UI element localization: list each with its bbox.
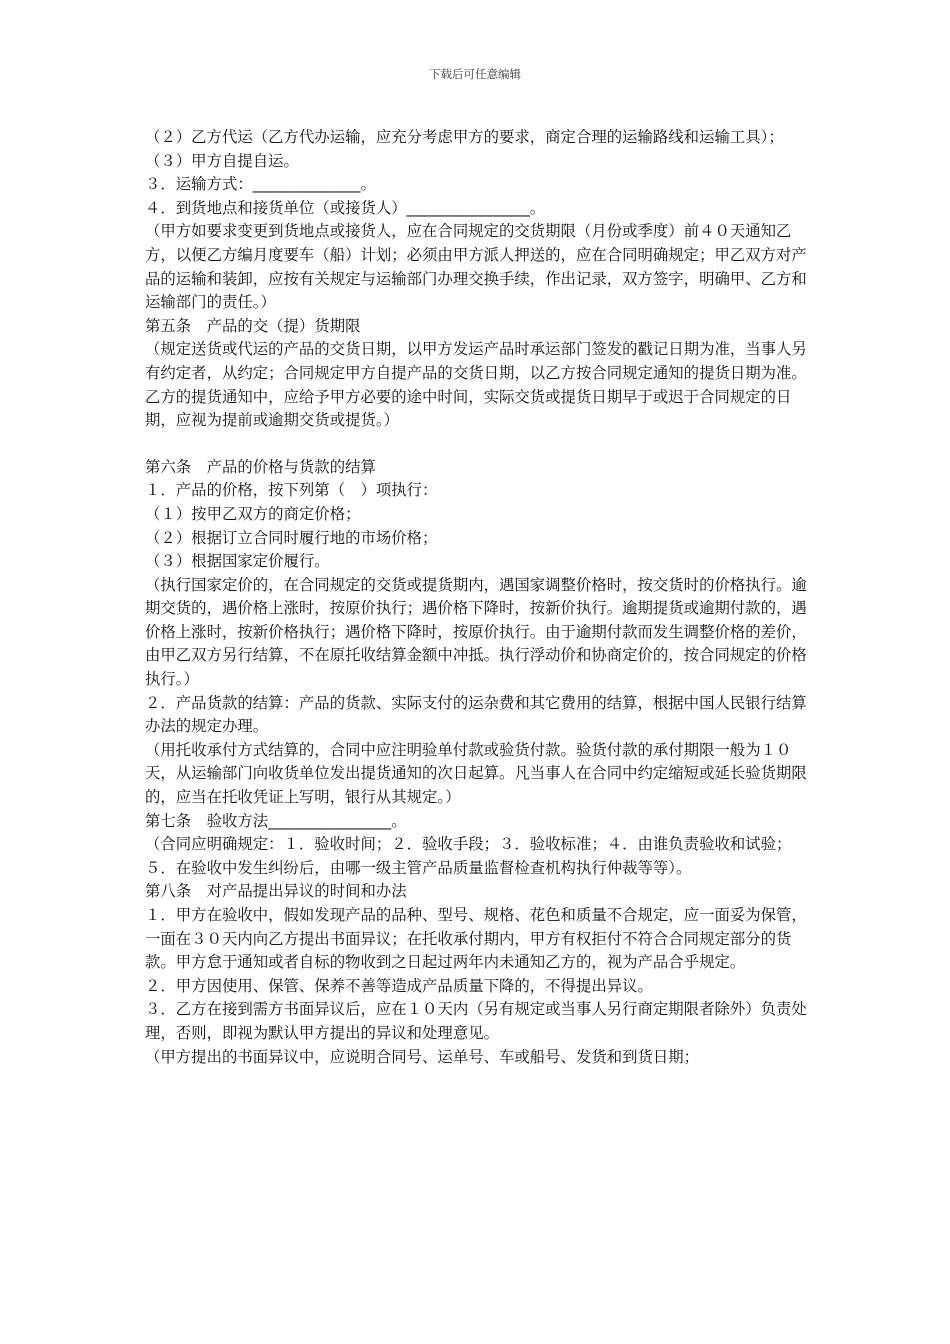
paragraph: （甲方如要求变更到货地点或接货人，应在合同规定的交货期限（月份或季度）前４０天通知乙方，以便乙方编月度要车（船）计划；必须由甲方派人押送的，应在合同明确规定；甲乙双方对产品的运输和装卸，应按有关规定与运输部门办理交换手续，作出记录，双方签字，明确甲、乙方和运输部门的责任。） — [145, 222, 807, 312]
paragraph: （３）根据国家定价履行。 — [145, 552, 330, 571]
paragraph: （合同应明确规定：１．验收时间；２．验收手段；３．验收标准；４．由谁负责验收和试验；５．在验收中发生纠纷后，由哪一级主管产品质量监督检查机构执行仲裁等等）。 — [145, 835, 792, 877]
paragraph: （用托收承付方式结算的，合同中应注明验单付款或验货付款。验货付款的承付期限一般为１０天，从运输部门向收货单位发出提货通知的次日起算。凡当事人在合同中约定缩短或延长验货期限的，应当在托收凭证上写明，银行从其规定。） — [145, 740, 807, 807]
paragraph: ４．到货地点和接货单位（或接货人）________________。 — [145, 198, 546, 217]
section-heading: 第七条 验收方法________________。 — [145, 811, 407, 830]
paragraph: （１）按甲乙双方的商定价格； — [145, 504, 361, 523]
paragraph: （２）根据订立合同时履行地的市场价格； — [145, 528, 438, 547]
paragraph: ３．运输方式：______________。 — [145, 175, 376, 194]
paragraph: １．产品的价格，按下列第（ ）项执行： — [145, 481, 438, 500]
paragraph: ２．产品货款的结算：产品的货款、实际支付的运杂费和其它费用的结算，根据中国人民银行结算办法的规定办理。 — [145, 693, 807, 736]
paragraph: （２）乙方代运（乙方代办运输，应充分考虑甲方的要求，商定合理的运输路线和运输工具）； — [145, 128, 784, 146]
paragraph: （规定送货或代运的产品的交货日期，以甲方发运产品时承运部门签发的戳记日期为准，当事人另有约定者，从约定；合同规定甲方自提产品的交货日期，以乙方按合同规定通知的提货日期为准。乙方的提货通知中，应给予甲方必要的途中时间，实际交货或提货日期早于或迟于合同规定的日期，应视为提前或逾期交货或提货。） — [145, 340, 807, 430]
document-body — [145, 126, 807, 1069]
paragraph: （３）甲方自提自运。 — [145, 151, 299, 170]
paragraph: ２．甲方因使用、保管、保养不善等造成产品质量下降的，不得提出异议。 — [145, 976, 653, 995]
section-heading: 第五条 产品的交（提）货期限 — [145, 316, 361, 335]
paragraph: （执行国家定价的，在合同规定的交货或提货期内，遇国家调整价格时，按交货时的价格执行。逾期交货的，遇价格上涨时，按原价执行；遇价格下降时，按新价执行。逾期提货或逾期付款的，遇价格上涨时，按新价格执行；遇价格下降时，按原价执行。由于逾期付款而发生调整价格的差价，由甲乙双方另行结算，不在原托收结算金额中冲抵。执行浮动价和协商定价的，按合同规定的价格执行。） — [145, 575, 807, 689]
paragraph: １．甲方在验收中，假如发现产品的品种、型号、规格、花色和质量不合规定，应一面妥为保管，一面在３０天内向乙方提出书面异议；在托收承付期内，甲方有权拒付不符合合同规定部分的货款。甲方怠于通知或者自标的物收到之日起过两年内未通知乙方的，视为产品合乎规定。 — [145, 906, 807, 972]
paragraph: ３．乙方在接到需方书面异议后，应在１０天内（另有规定或当事人另行商定期限者除外）负责处理，否则，即视为默认甲方提出的异议和处理意见。 — [145, 1000, 807, 1042]
section-heading: 第六条 产品的价格与货款的结算 — [145, 457, 376, 476]
section-heading: 第八条 对产品提出异议的时间和办法 — [145, 882, 407, 901]
page-header: 下载后可任意编辑 — [429, 67, 521, 81]
paragraph: （甲方提出的书面异议中，应说明合同号、运单号、车或船号、发货和到货日期； — [145, 1047, 700, 1066]
